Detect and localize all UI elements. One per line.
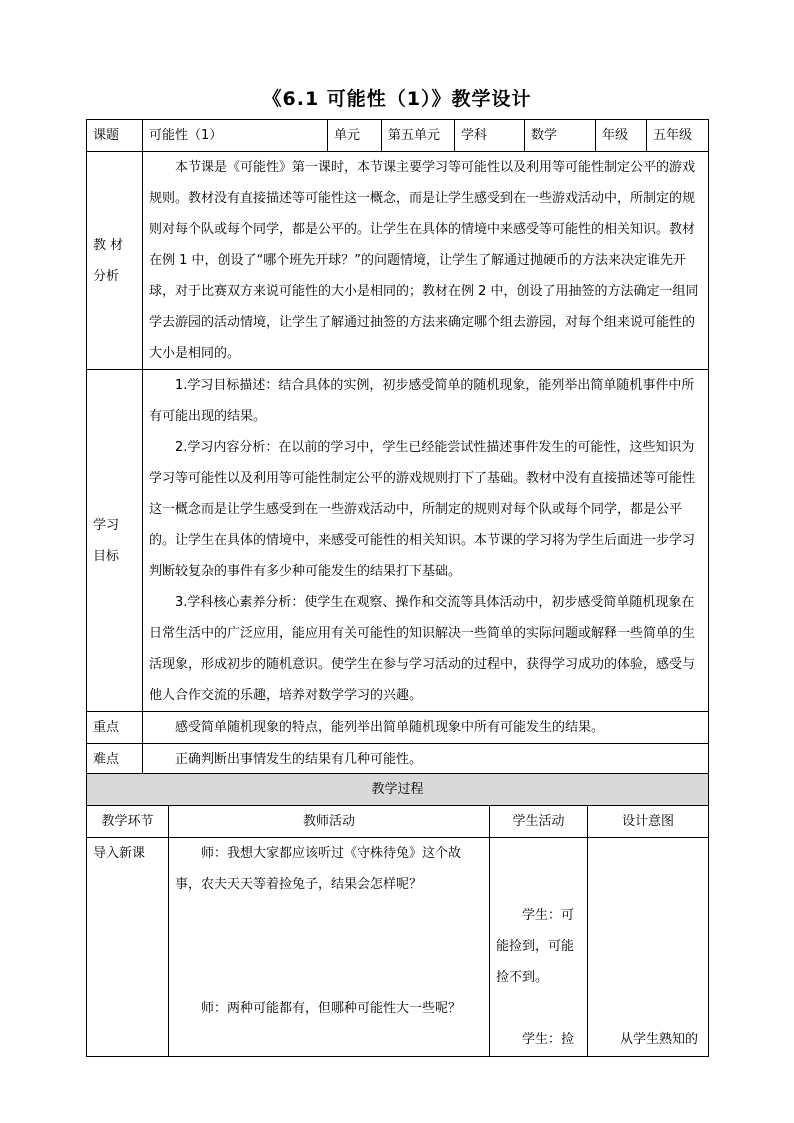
label-jiaocai-line2: 分析 (93, 268, 120, 284)
label-jiaocai-line1: 教 材 (93, 237, 124, 253)
teacher-cell (169, 838, 490, 1057)
col-header-student: 学生活动 (490, 806, 588, 838)
student-line2: 学生：捡 (522, 1032, 575, 1047)
content-mubiao (143, 370, 709, 712)
value-nianji: 五年级 (647, 120, 709, 152)
content-zhongdian (143, 712, 709, 744)
value-keti: 可能性（1） (143, 120, 328, 152)
value-xueke: 数学 (525, 120, 596, 152)
label-mubiao-line1: 学习 (93, 517, 120, 533)
student-line1: 学生：可能捡到，可能捡不到。 (496, 908, 575, 985)
student-cell (490, 838, 588, 1057)
jiaocai-text: 本节课是《可能性》第一课时，本节课主要学习等可能性以及利用等可能性制定公平的游戏规则。教材没有直接描述等可能性这一概念，而是让学生感受到在一些游戏活动中，所制定的规则对每个队或每个同学，都是公平的。让学生在具体的情境中来感受等可能性的相关知识。教材在例 1 中，创设了“哪个班先开球？”的问题情境，让学生了解通过抛硬币的方法来决定谁先开球，对于比赛双方来说可能性的大小是相同的；教材在例 2 中，创设了用抽签的方法确定一组同学去游园的活动情境，让学生了解通过抽签的方法来确定哪个组去游园，对每个组来说可能性的大小是相同的。 (149, 160, 699, 361)
process-table (86, 773, 709, 1057)
intent-cell (588, 838, 709, 1057)
nandian-text: 正确判断出事情发生的结果有几种可能性。 (175, 752, 423, 767)
label-zhongdian: 重点 (87, 712, 143, 744)
stage-cell: 导入新课 (87, 838, 169, 1057)
process-section-title: 教学过程 (87, 774, 709, 806)
content-jiaocai (143, 152, 709, 370)
label-nandian: 难点 (87, 744, 143, 776)
label-danyuan: 单元 (328, 120, 382, 152)
design-table (86, 119, 709, 776)
mubiao-p1: 1.学习目标描述：结合具体的实例，初步感受简单的随机现象，能列举出简单随机事件中所有可能出现的结果。 (149, 378, 695, 424)
mubiao-p2: 2.学习内容分析：在以前的学习中，学生已经能尝试性描述事件发生的可能性，这些知识为学习等可能性以及利用等可能性制定公平的游戏规则打下了基础。教材中没有直接描述等可能性这一概念而是让学生感受到在一些游戏活动中，所制定的规则对每个队或每个同学，都是公平的。让学生在具体的情境中，来感受可能性的相关知识。本节课的学习将为学生后面进一步学习判断较复杂的事件有多少种可能发生的结果打下基础。 (149, 440, 696, 579)
content-nandian (143, 744, 709, 776)
col-header-intent: 设计意图 (588, 806, 709, 838)
label-mubiao-line2: 目标 (93, 548, 120, 564)
mubiao-p3: 3.学科核心素养分析：使学生在观察、操作和交流等具体活动中，初步感受简单随机现象在日常生活中的广泛应用，能应用有关可能性的知识解决一些简单的实际问题或解释一些简单的生活现象，形成初步的随机意识。使学生在参与学习活动的过程中，获得学习成功的体验，感受与他人合作交流的乐趣，培养对数学学习的兴趣。 (149, 595, 696, 703)
col-header-stage: 教学环节 (87, 806, 169, 838)
label-jiaocai (87, 152, 143, 370)
teacher-line1: 师：我想大家都应该听过《守株待兔》这个故事，农夫天天等着捡兔子，结果会怎样呢？ (175, 846, 462, 892)
value-danyuan: 第五单元 (382, 120, 455, 152)
label-keti: 课题 (87, 120, 143, 152)
label-mubiao (87, 370, 143, 712)
label-xueke: 学科 (455, 120, 525, 152)
col-header-teacher: 教师活动 (169, 806, 490, 838)
page-title: 《6.1 可能性（1）》教学设计 (262, 88, 532, 110)
zhongdian-text: 感受简单随机现象的特点，能列举出简单随机现象中所有可能发生的结果。 (175, 720, 605, 735)
intent-line1: 从学生熟知的 (620, 1032, 699, 1047)
teacher-line2: 师：两种可能都有，但哪种可能性大一些呢？ (201, 1001, 462, 1016)
label-nianji: 年级 (596, 120, 647, 152)
